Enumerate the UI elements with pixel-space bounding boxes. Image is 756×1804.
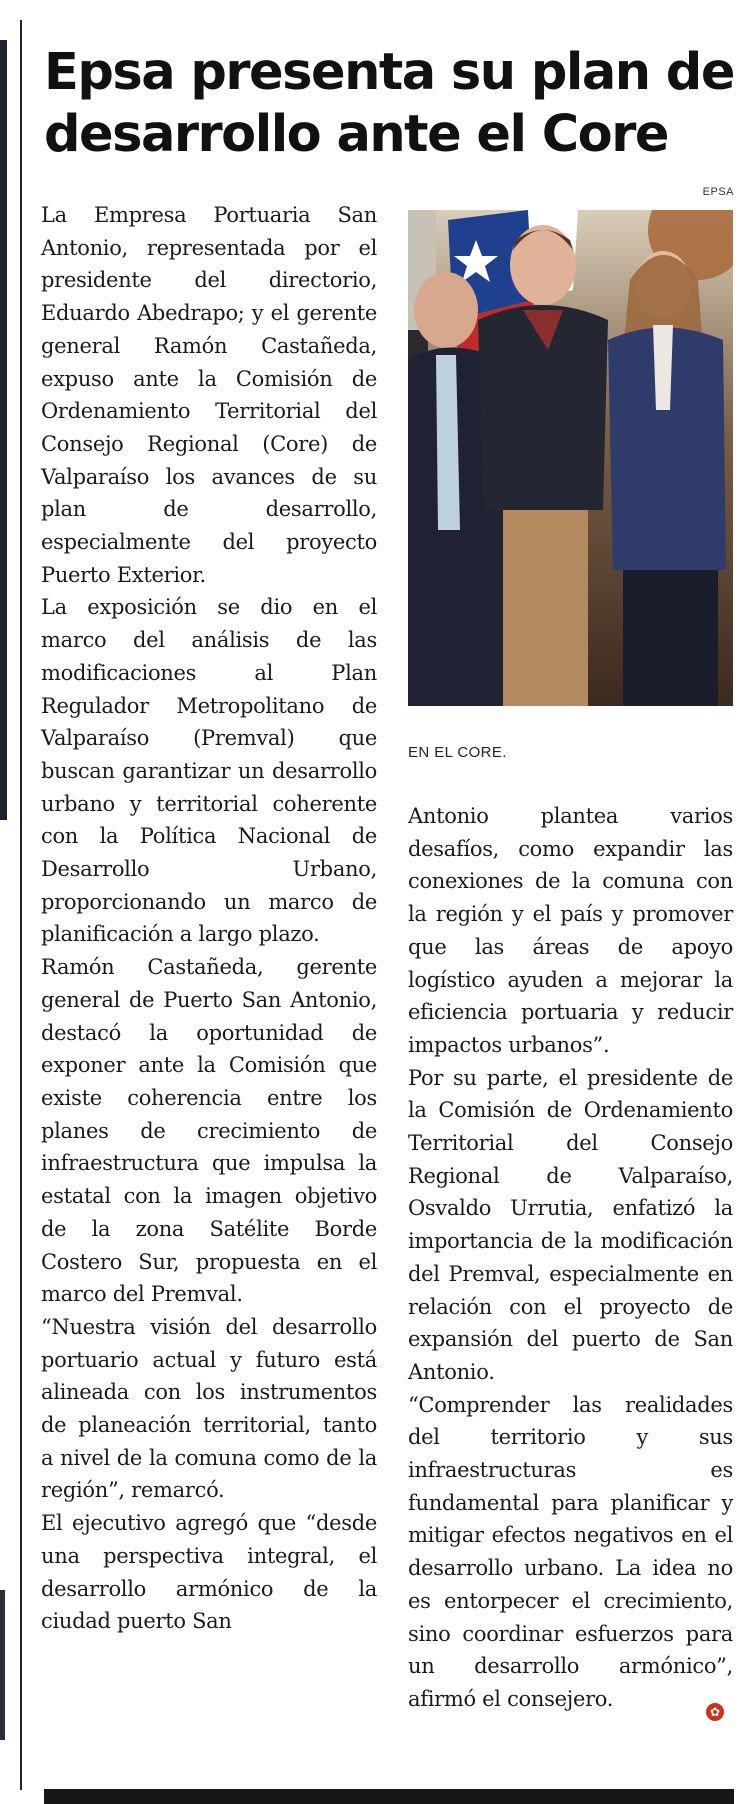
group-photo-illustration — [408, 210, 733, 706]
paragraph: El ejecutivo agregó que “desde una perspectiva integral, el desarrollo armónico de la ciudad puerto San — [41, 1511, 377, 1634]
article-end-icon: ✿ — [706, 1703, 724, 1721]
paragraph: Ramón Castañeda, gerente general de Puerto San Antonio, destacó la oportunidad de exponer ante la Comisión que existe coherencia entre los planes de crecimiento de infraestructura que impulsa la estatal con la imagen objetivo de la zona Satélite Borde Costero Sur, propuesta en el marco del Premval. — [41, 955, 377, 1307]
article-body-left-column — [41, 199, 377, 1638]
adjacent-image-fragment — [0, 1590, 5, 1740]
article-body-right-column — [408, 800, 733, 1716]
photo-credit: EPSA — [702, 186, 734, 198]
column-divider — [20, 20, 22, 1790]
paragraph: Por su parte, el presidente de la Comisión de Ordenamiento Territorial del Consejo Regional de Valparaíso, Osvaldo Urrutia, enfatizó la importancia de la modificación del Premval, especialmente en relación con el proyecto de expansión del puerto de San Antonio. — [408, 1065, 733, 1384]
article-headline: Epsa presenta su plan de desarrollo ante el Core — [44, 43, 734, 164]
paragraph: La Empresa Portuaria San Antonio, representada por el presidente del directorio, Eduardo Abedrapo; y el gerente general Ramón Castañeda, expuso ante la Comisión de Ordenamiento Territorial del Consejo Regional (Core) de Valparaíso los avances de su plan de desarrollo, especialmente del proyecto Puerto Exterior. — [41, 203, 377, 587]
adjacent-image-fragment — [0, 40, 7, 820]
photo-caption: EN EL CORE. — [408, 744, 507, 761]
paragraph: “Nuestra visión del desarrollo portuario actual y futuro está alineada con los instrumentos de planeación territorial, tanto a nivel de la comuna como de la región”, remarcó. — [41, 1314, 377, 1503]
paragraph: Antonio plantea varios desafíos, como expandir las conexiones de la comuna con la región y el país y promover que las áreas de apoyo logístico ayuden a mejorar la eficiencia portuaria y reducir impactos urbanos”. — [408, 804, 733, 1057]
adjacent-page-edge — [0, 0, 22, 1804]
paragraph: La exposición se dio en el marco del análisis de las modificaciones al Plan Regulador Metropolitano de Valparaíso (Premval) que buscan garantizar un desarrollo urbano y territorial coherente con la Política Nacional de Desarrollo Urbano, proporcionando un marco de planificación a largo plazo. — [41, 595, 377, 947]
article-photo — [408, 210, 733, 706]
bottom-rule — [44, 1789, 734, 1804]
paragraph: “Comprender las realidades del territorio y sus infraestructuras es fundamental para planificar y mitigar efectos negativos en el desarrollo urbano. La idea no es entorpecer el crecimiento, sino coordinar esfuerzos para un desarrollo armónico”, afirmó el consejero. — [408, 1392, 733, 1711]
